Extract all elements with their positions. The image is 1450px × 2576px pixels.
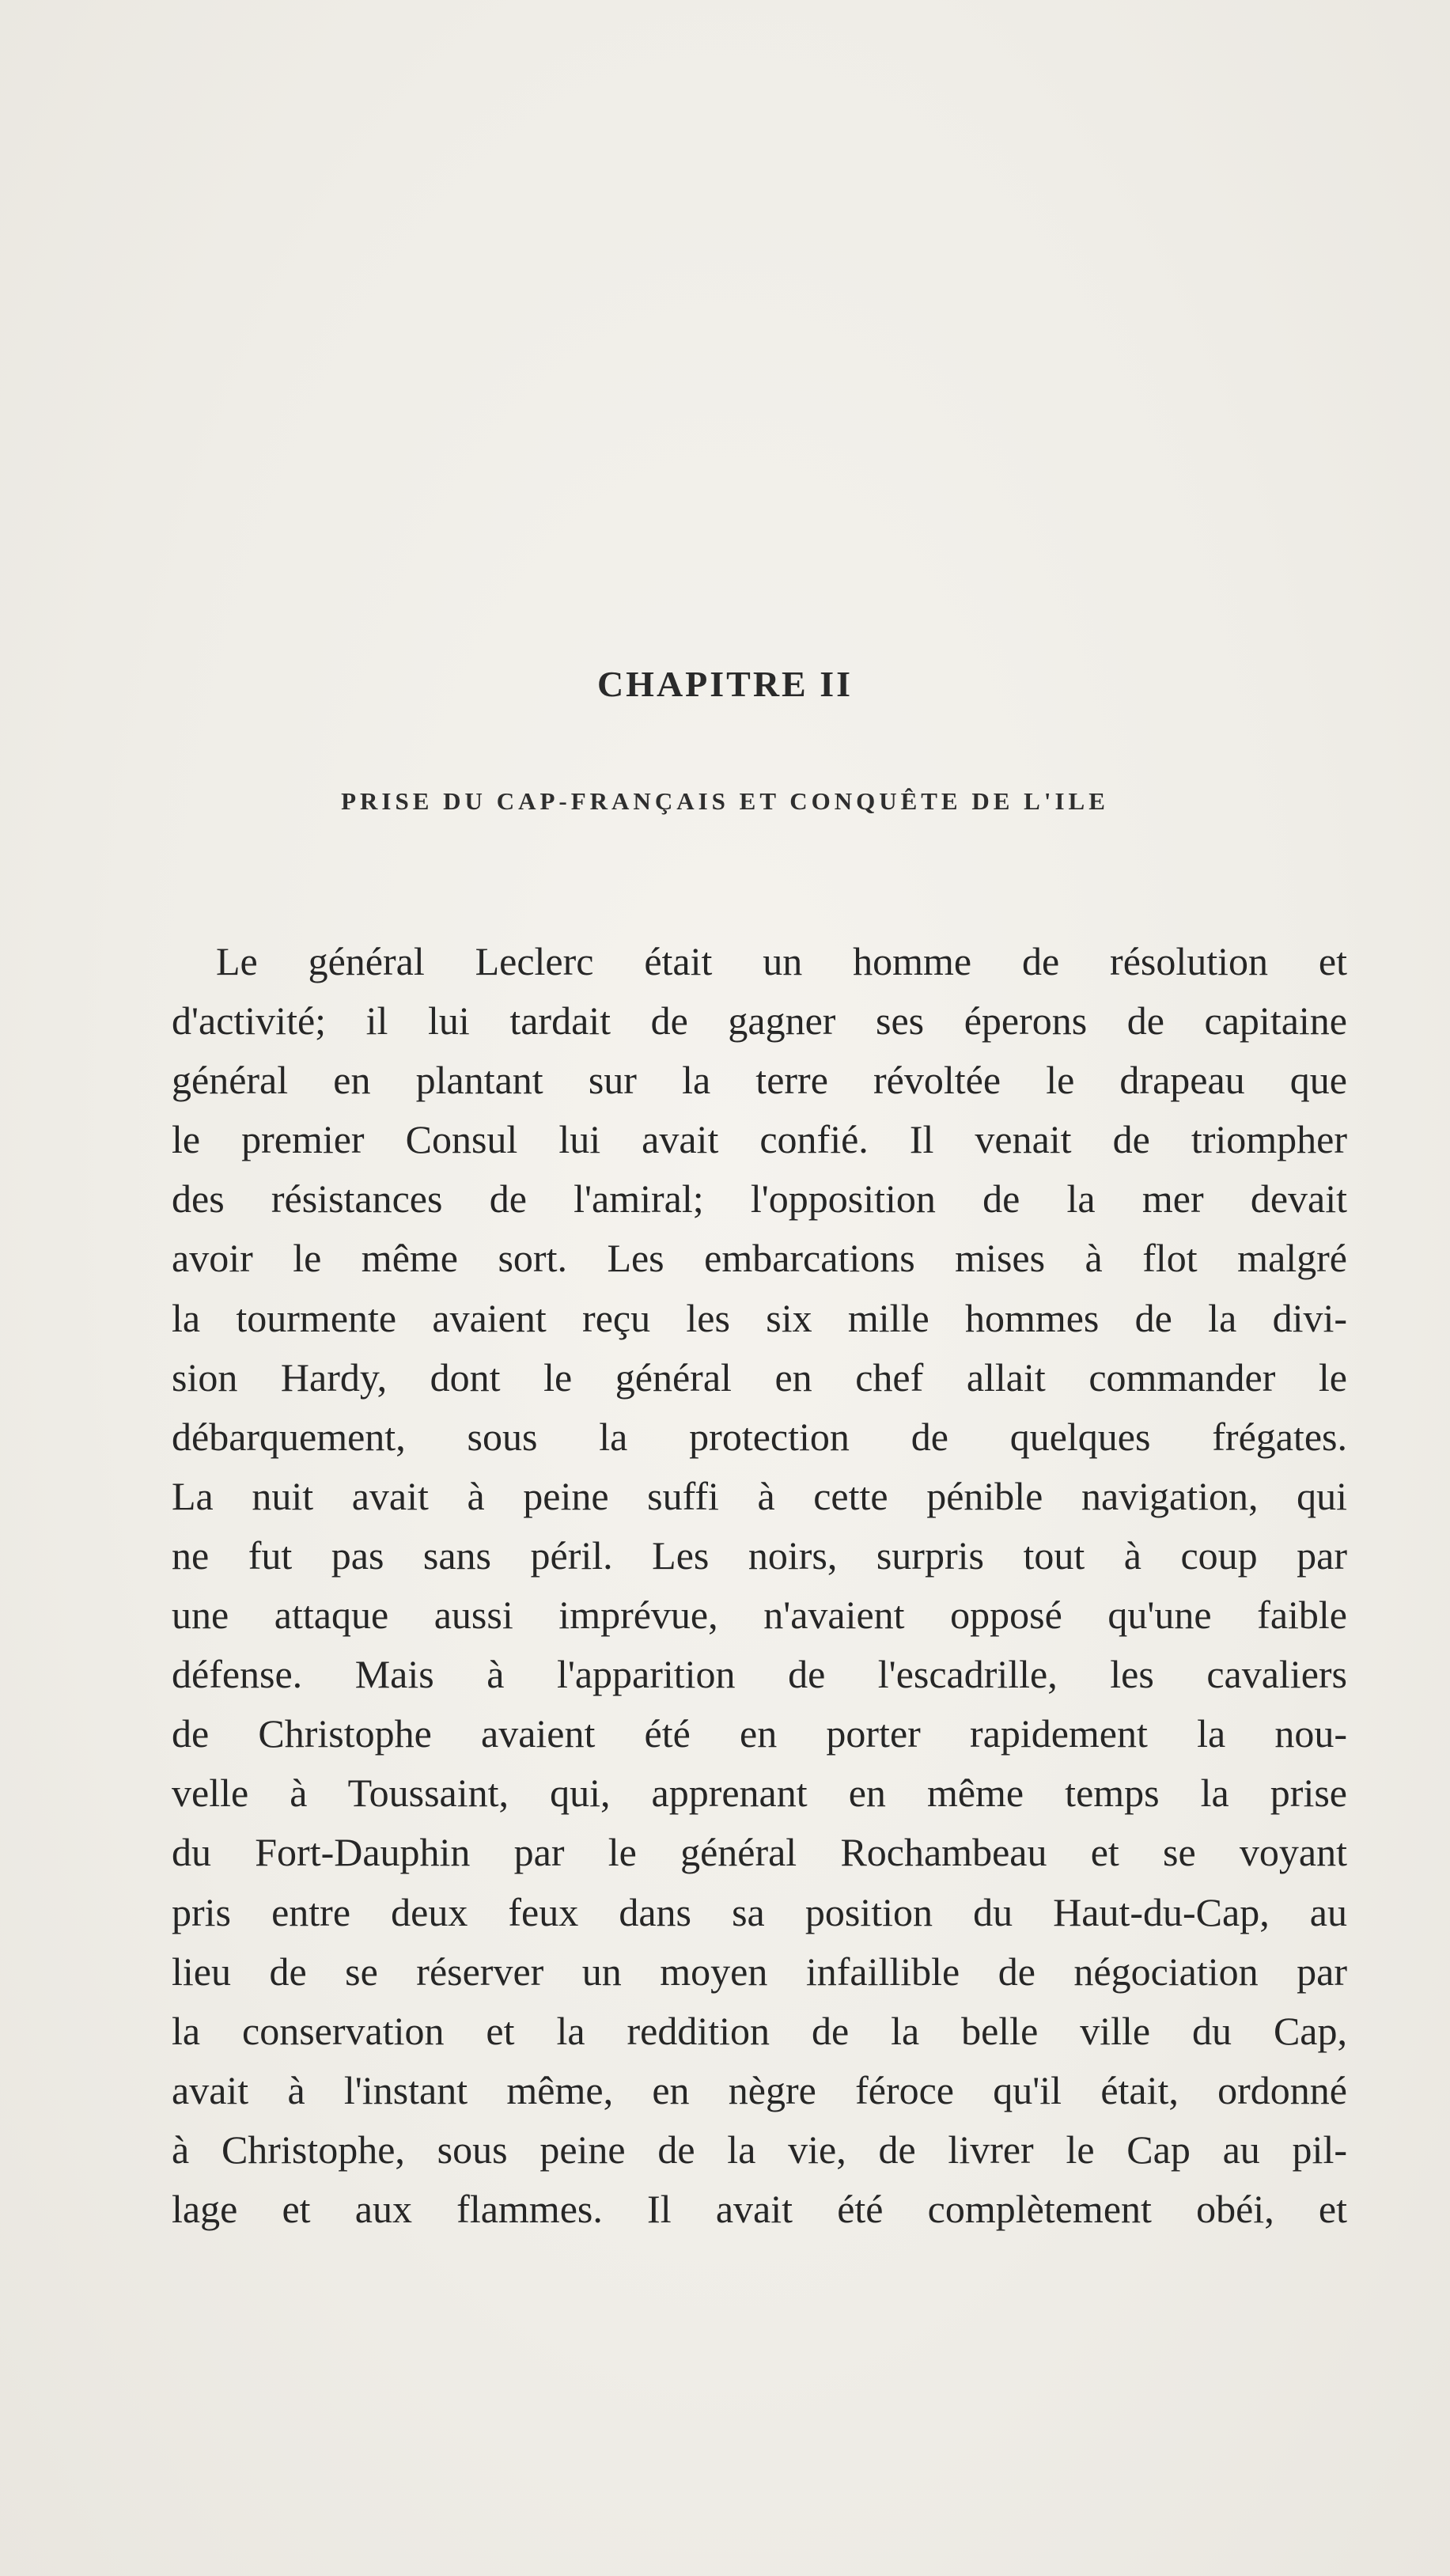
text-line: débarquement, sous la protection de quelques frégates. (172, 1414, 1347, 1459)
text-line: défense. Mais à l'apparition de l'escadrille, les cavaliers (172, 1652, 1347, 1697)
text-line: le premier Consul lui avait confié. Il venait de triompher (172, 1117, 1347, 1162)
text-line: avait à l'instant même, en nègre féroce qu'il était, ordonné (172, 2067, 1347, 2112)
text-line: la tourmente avaient reçu les six mille hommes de la divi- (172, 1295, 1347, 1340)
text-line: d'activité; il lui tardait de gagner ses éperons de capitaine (172, 998, 1347, 1044)
text-line: des résistances de l'amiral; l'opposition de la mer devait (172, 1176, 1347, 1222)
body-paragraph (172, 932, 1347, 2239)
text-line: général en plantant sur la terre révoltée le drapeau que (172, 1058, 1347, 1103)
text-line: lage et aux flammes. Il avait été complètement obéi, et (172, 2186, 1347, 2231)
text-line: avoir le même sort. Les embarcations mises à flot malgré (172, 1236, 1347, 1281)
text-line: La nuit avait à peine suffi à cette pénible navigation, qui (172, 1473, 1347, 1518)
text-line: du Fort-Dauphin par le général Rochambeau et se voyant (172, 1830, 1347, 1875)
chapter-title: CHAPITRE II (596, 664, 854, 704)
text-line: à Christophe, sous peine de la vie, de livrer le Cap au pil- (172, 2127, 1347, 2172)
text-line: lieu de se réserver un moyen infaillible de négociation par (172, 1949, 1347, 1994)
text-line: pris entre deux feux dans sa position du Haut-du-Cap, au (172, 1889, 1347, 1934)
text-line: velle à Toussaint, qui, apprenant en même temps la prise (172, 1771, 1347, 1816)
text-line: Le général Leclerc était un homme de résolution et (216, 939, 1347, 983)
text-line: une attaque aussi imprévue, n'avaient opposé qu'une faible (172, 1593, 1347, 1638)
text-line: ne fut pas sans péril. Les noirs, surpris tout à coup par (172, 1532, 1347, 1578)
text-line: la conservation et la reddition de la belle ville du Cap, (172, 2008, 1347, 2053)
text-line: de Christophe avaient été en porter rapidement la nou- (172, 1711, 1347, 1756)
text-line: sion Hardy, dont le général en chef allait commander le (172, 1354, 1347, 1400)
chapter-subtitle: PRISE DU CAP-FRANÇAIS ET CONQUÊTE DE L'ILE (341, 787, 1109, 815)
